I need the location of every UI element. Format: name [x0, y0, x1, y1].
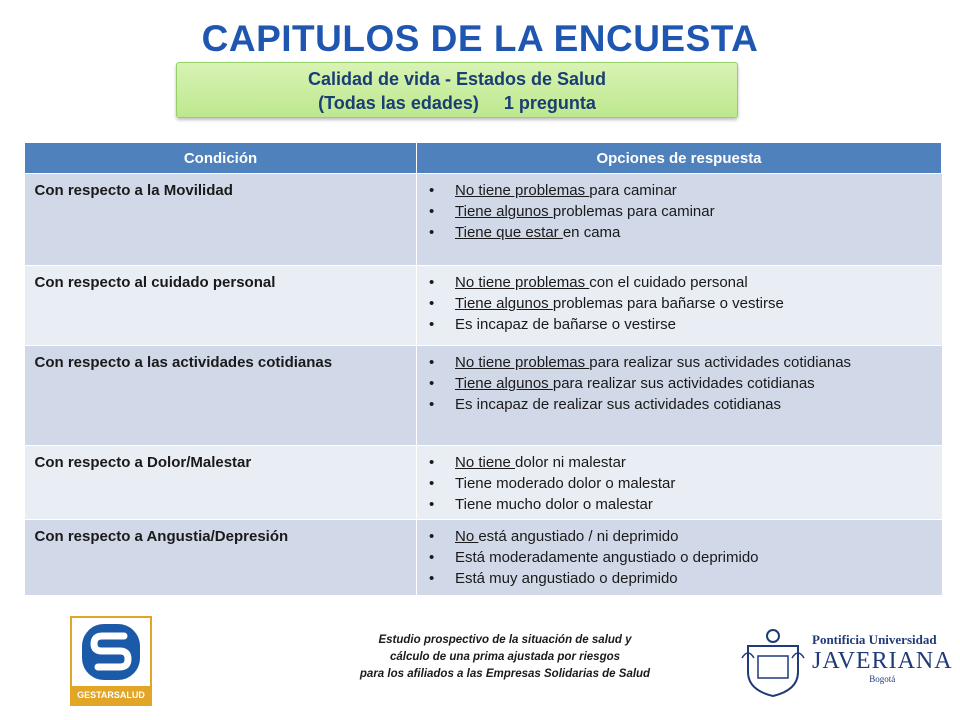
option-text: Tiene moderado dolor o malestar	[455, 475, 676, 492]
option-text: problemas para bañarse o vestirse	[552, 295, 784, 312]
footer-line2: cálculo de una prima ajustada por riesgos	[389, 651, 621, 663]
table-row	[25, 174, 942, 266]
javeriana-wordmark	[812, 632, 953, 684]
bullet-icon: •	[429, 454, 435, 471]
list-item	[429, 352, 942, 373]
table-row	[25, 266, 942, 346]
option-underlined-text: No tiene problemas	[455, 182, 590, 199]
javeriana-shield-icon	[740, 628, 806, 698]
list-item	[429, 394, 942, 415]
footer-line3: para los afiliados a las Empresas Solidarias de Salud	[359, 668, 651, 680]
list-item	[429, 494, 942, 515]
subtitle-box	[176, 62, 738, 118]
options-cell	[417, 174, 942, 266]
table-row	[25, 446, 942, 520]
header-condition: Condición	[25, 143, 417, 174]
table-row	[25, 346, 942, 446]
list-item	[429, 314, 942, 335]
bullet-icon: •	[429, 295, 435, 312]
option-text: Tiene mucho dolor o malestar	[455, 496, 653, 513]
bullet-icon: •	[429, 316, 435, 333]
bullet-icon: •	[429, 549, 435, 566]
option-underlined-text: No tiene	[455, 454, 516, 471]
option-text: Está moderadamente angustiado o deprimido	[455, 549, 759, 566]
option-text: para realizar sus actividades cotidianas	[552, 375, 815, 392]
gestarsalud-symbol-icon	[72, 618, 150, 684]
list-item	[429, 201, 942, 222]
table-header-row	[25, 143, 942, 174]
option-text: en cama	[562, 224, 621, 241]
option-text: está angustiado / ni deprimido	[478, 528, 679, 545]
survey-table	[24, 142, 942, 596]
option-underlined-text: No	[455, 528, 479, 545]
table-row	[25, 520, 942, 596]
bullet-icon: •	[429, 528, 435, 545]
options-cell	[417, 266, 942, 346]
option-underlined-text: Tiene algunos	[455, 375, 553, 392]
list-item	[429, 452, 942, 473]
javeriana-line1: Pontificia Universidad	[812, 632, 937, 647]
bullet-icon: •	[429, 475, 435, 492]
options-list	[417, 520, 942, 589]
bullet-icon: •	[429, 375, 435, 392]
option-underlined-text: Tiene algunos	[455, 203, 553, 220]
javeriana-logo	[740, 628, 953, 698]
condition-cell: Con respecto a Angustia/Depresión	[25, 520, 417, 596]
footer-text	[290, 632, 720, 683]
list-item	[429, 272, 942, 293]
list-item	[429, 222, 942, 243]
list-item	[429, 526, 942, 547]
page-title: CAPITULOS DE LA ENCUESTA	[201, 18, 759, 59]
subtitle-line2: (Todas las edades) 1 pregunta	[318, 93, 596, 113]
bullet-icon: •	[429, 203, 435, 220]
option-text: para caminar	[589, 182, 677, 199]
option-text: problemas para caminar	[552, 203, 715, 220]
footer-line1: Estudio prospectivo de la situación de salud y	[378, 634, 632, 646]
option-underlined-text: Tiene que estar	[455, 224, 563, 241]
header-options: Opciones de respuesta	[417, 143, 942, 174]
bullet-icon: •	[429, 274, 435, 291]
option-text: con el cuidado personal	[589, 274, 748, 291]
bullet-icon: •	[429, 496, 435, 513]
option-text: dolor ni malestar	[515, 454, 626, 471]
options-cell	[417, 446, 942, 520]
list-item	[429, 568, 942, 589]
option-text: Es incapaz de bañarse o vestirse	[455, 316, 676, 333]
options-list	[417, 446, 942, 515]
condition-cell: Con respecto al cuidado personal	[25, 266, 417, 346]
option-text: Es incapaz de realizar sus actividades cotidianas	[455, 396, 782, 413]
options-cell	[417, 346, 942, 446]
options-cell	[417, 520, 942, 596]
bullet-icon: •	[429, 354, 435, 371]
option-underlined-text: No tiene problemas	[455, 274, 590, 291]
options-list	[417, 266, 942, 335]
bullet-icon: •	[429, 570, 435, 587]
option-text: Está muy angustiado o deprimido	[455, 570, 678, 587]
bullet-icon: •	[429, 224, 435, 241]
options-list	[417, 174, 942, 243]
condition-cell: Con respecto a Dolor/Malestar	[25, 446, 417, 520]
bullet-icon: •	[429, 182, 435, 199]
option-text: para realizar sus actividades cotidianas	[589, 354, 852, 371]
condition-cell: Con respecto a la Movilidad	[25, 174, 417, 266]
list-item	[429, 180, 942, 201]
list-item	[429, 473, 942, 494]
gestarsalud-label: GESTARSALUD	[72, 686, 150, 704]
options-list	[417, 346, 942, 415]
condition-cell: Con respecto a las actividades cotidianas	[25, 346, 417, 446]
subtitle-line1: Calidad de vida - Estados de Salud	[307, 69, 607, 89]
option-underlined-text: Tiene algunos	[455, 295, 553, 312]
list-item	[429, 293, 942, 314]
javeriana-line3: Bogotá	[869, 674, 896, 684]
list-item	[429, 373, 942, 394]
option-underlined-text: No tiene problemas	[455, 354, 590, 371]
list-item	[429, 547, 942, 568]
javeriana-line2: JAVERIANA	[812, 648, 953, 674]
bullet-icon: •	[429, 396, 435, 413]
gestarsalud-logo	[70, 616, 152, 706]
